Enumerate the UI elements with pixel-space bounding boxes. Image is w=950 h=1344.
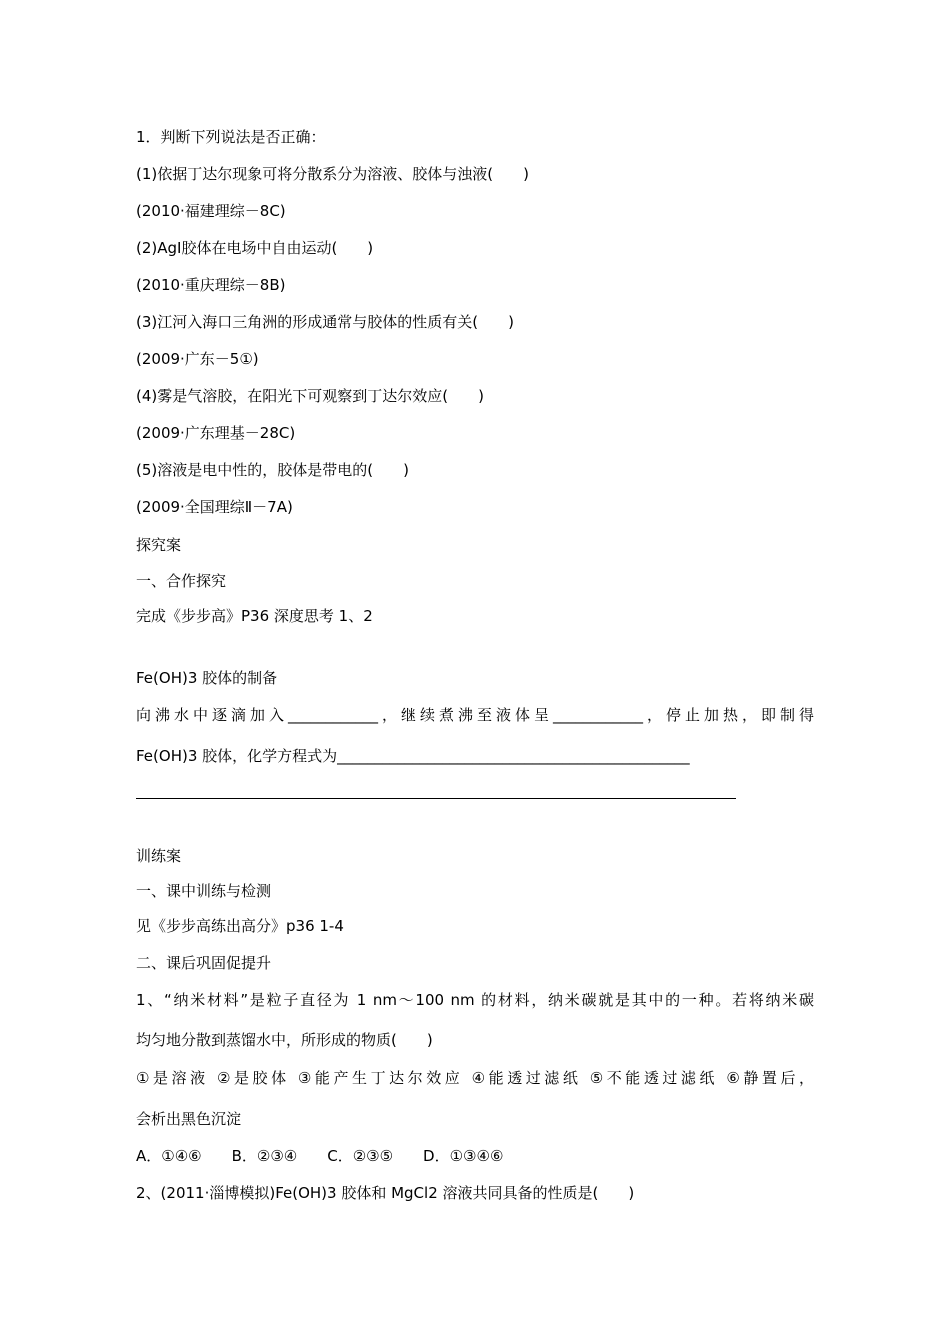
- source-5: (2009·全国理综Ⅱ－7A): [136, 498, 293, 516]
- training-reference: 见《步步高练出高分》p36 1-4: [136, 917, 344, 935]
- statement-4: (4)雾是气溶胶，在阳光下可观察到丁达尔效应( ): [136, 387, 484, 405]
- fill-in-sentence-2: Fe(OH)3 胶体，化学方程式为_______________________________________________: [136, 747, 690, 765]
- statement-2: (2)AgI胶体在电场中自由运动( ): [136, 239, 374, 257]
- topic-heading-preparation: Fe(OH)3 胶体的制备: [136, 669, 278, 687]
- statement-3: (3)江河入海口三角洲的形成通常与胶体的性质有关( ): [136, 313, 514, 331]
- source-2: (2010·重庆理综－8B): [136, 276, 286, 294]
- source-4: (2009·广东理基－28C): [136, 424, 296, 442]
- question-1-heading: 1．判断下列说法是否正确：: [136, 128, 326, 146]
- question-1-options-line-1: ①是溶液 ②是胶体 ③能产生丁达尔效应 ④能透过滤纸 ⑤不能透过滤纸 ⑥静置后，: [136, 1069, 814, 1087]
- task-reference: 完成《步步高》P36 深度思考 1、2: [136, 607, 373, 625]
- question-1-stem-line-1: 1、“纳米材料”是粒子直径为 1 nm～100 nm 的材料，纳米碳就是其中的一种。若将纳米碳: [136, 991, 814, 1009]
- statement-5: (5)溶液是电中性的，胶体是带电的( ): [136, 461, 409, 479]
- source-1: (2010·福建理综－8C): [136, 202, 286, 220]
- answer-blank-line: [136, 798, 736, 799]
- question-1-stem-line-2: 均匀地分散到蒸馏水中，所形成的物质( ): [136, 1031, 433, 1049]
- subheading-after-class: 二、课后巩固促提升: [136, 954, 272, 972]
- question-2-stem: 2、(2011·淄博模拟)Fe(OH)3 胶体和 MgCl2 溶液共同具备的性质是( ): [136, 1184, 635, 1202]
- subheading-cooperative-inquiry: 一、合作探究: [136, 572, 227, 590]
- subheading-in-class-training: 一、课中训练与检测: [136, 882, 272, 900]
- section-heading-explore: 探究案: [136, 536, 182, 554]
- section-heading-training: 训练案: [136, 847, 182, 865]
- fill-in-sentence-1: 向沸水中逐滴加入____________，继续煮沸至液体呈____________，停止加热，即制得: [136, 706, 814, 724]
- question-1-answer-choices: A．①④⑥ B．②③④ C．②③⑤ D．①③④⑥: [136, 1147, 504, 1165]
- statement-1: (1)依据丁达尔现象可将分散系分为溶液、胶体与浊液( ): [136, 165, 529, 183]
- question-1-options-line-2: 会析出黑色沉淀: [136, 1110, 242, 1128]
- source-3: (2009·广东－5①): [136, 350, 259, 368]
